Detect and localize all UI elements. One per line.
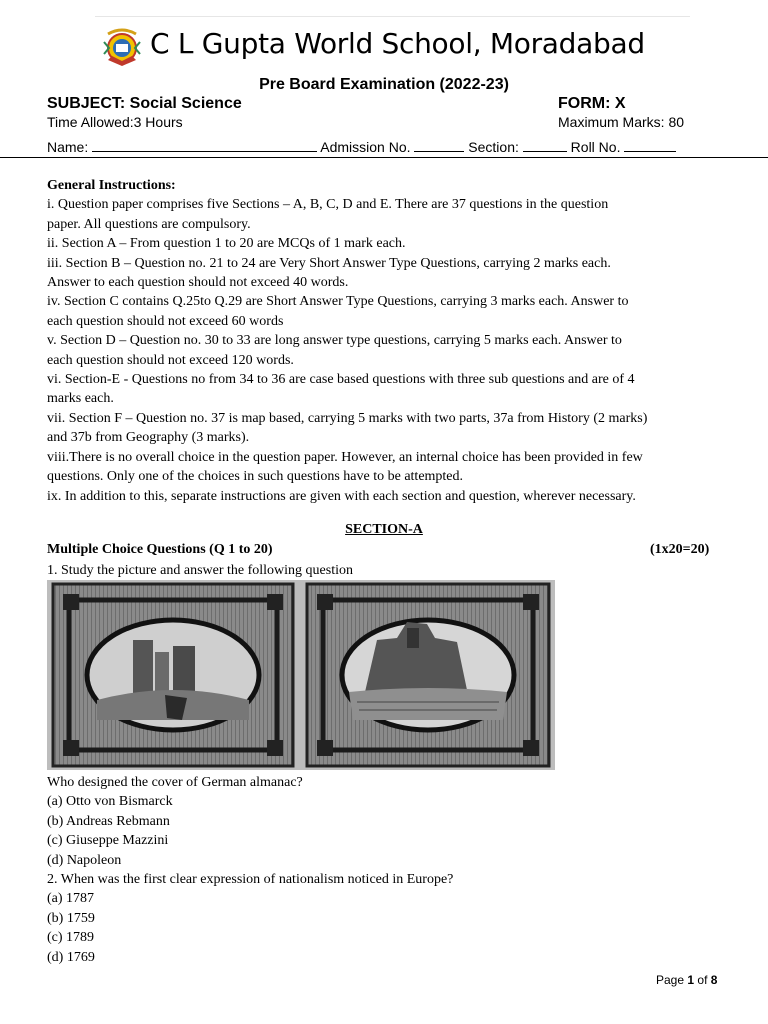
instruction-line: iii. Section B – Question no. 21 to 24 are Very Short Answer Type Questions, carrying 2 marks each. <box>47 255 611 271</box>
almanac-cover-right <box>307 584 549 766</box>
top-rule <box>95 16 690 17</box>
page-footer <box>656 973 717 987</box>
instruction-line: and 37b from Geography (3 marks). <box>47 430 250 446</box>
name-blank <box>92 139 317 152</box>
question-1-text: Who designed the cover of German almanac? <box>47 775 303 790</box>
form-label: FORM: X <box>558 95 626 112</box>
subject-label: SUBJECT: Social Science <box>47 95 242 112</box>
page-label: Page <box>656 973 685 987</box>
instruction-line: v. Section D – Question no. 30 to 33 are long answer type questions, carrying 5 marks each. Answer to <box>47 333 622 349</box>
instruction-line: vii. Section F – Question no. 37 is map based, carrying 5 marks with two parts, 37a from History (2 marks) <box>47 410 648 426</box>
instruction-line: ix. In addition to this, separate instructions are given with each section and question, wherever necessary. <box>47 488 636 504</box>
option-item: (d) 1769 <box>47 949 95 965</box>
section-blank <box>523 139 567 152</box>
question-1-prompt: 1. Study the picture and answer the following question <box>47 563 353 578</box>
roll-blank <box>624 139 676 152</box>
school-name: C L Gupta World School, Moradabad <box>150 27 645 60</box>
instruction-line: vi. Section-E - Questions no from 34 to 36 are case based questions with three sub questions and are of 4 <box>47 372 635 388</box>
instruction-line: questions. Only one of the choices in such questions have to be attempted. <box>47 469 464 485</box>
instruction-line: ii. Section A – From question 1 to 20 are MCQs of 1 mark each. <box>47 236 406 252</box>
instruction-line: marks each. <box>47 391 114 407</box>
page-total: 8 <box>710 973 718 987</box>
question-2-text: 2. When was the first clear expression of nationalism noticed in Europe? <box>47 872 454 888</box>
admission-label: Admission No. <box>320 139 411 155</box>
option-item: (c) Giuseppe Mazzini <box>47 833 169 849</box>
instruction-line: i. Question paper comprises five Sections – A, B, C, D and E. There are 37 questions in the question <box>47 197 609 213</box>
instruction-line: Answer to each question should not exceed 40 words. <box>47 275 349 291</box>
mcq-marks: (1x20=20) <box>650 542 710 557</box>
roll-label: Roll No. <box>570 139 621 155</box>
instruction-line: each question should not exceed 120 words. <box>47 352 294 368</box>
page-of: of <box>697 973 708 987</box>
maximum-marks: Maximum Marks: 80 <box>558 114 685 130</box>
mcq-heading: Multiple Choice Questions (Q 1 to 20) <box>47 542 273 557</box>
instruction-line: paper. All questions are compulsory. <box>47 216 251 232</box>
option-item: (a) 1787 <box>47 891 95 907</box>
almanac-cover-left <box>53 584 293 766</box>
header-divider <box>0 157 768 158</box>
section-a-title: SECTION-A <box>345 522 423 537</box>
instruction-line: iv. Section C contains Q.25to Q.29 are Short Answer Type Questions, carrying 3 marks each. Answer to <box>47 294 629 310</box>
option-item: (b) 1759 <box>47 910 95 926</box>
page-number: 1 <box>687 973 695 987</box>
admission-blank <box>414 139 464 152</box>
option-item: (d) Napoleon <box>47 852 122 868</box>
instruction-line: each question should not exceed 60 words <box>47 313 284 329</box>
option-item: (a) Otto von Bismarck <box>47 794 173 810</box>
student-details-row <box>47 139 676 155</box>
option-item: (b) Andreas Rebmann <box>47 813 170 829</box>
option-item: (c) 1789 <box>47 930 95 946</box>
school-logo <box>100 28 144 68</box>
name-label: Name: <box>47 139 89 155</box>
instruction-line: viii.There is no overall choice in the question paper. However, an internal choice has been provided in few <box>47 449 643 465</box>
question-1-block <box>47 773 727 967</box>
almanac-cover-image <box>47 580 555 770</box>
exam-title: Pre Board Examination (2022-23) <box>259 76 509 93</box>
instructions-heading: General Instructions: <box>47 178 176 193</box>
general-instructions <box>47 176 727 506</box>
section-label: Section: <box>468 139 519 155</box>
time-allowed: Time Allowed:3 Hours <box>47 114 183 130</box>
